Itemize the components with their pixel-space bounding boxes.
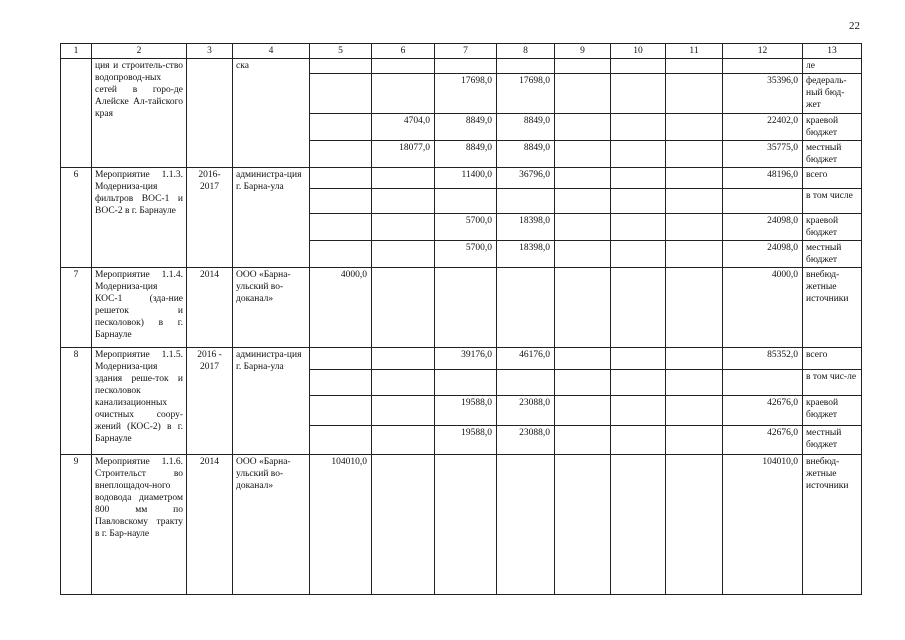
column-number: 2 [92,44,187,59]
cell-col6 [372,455,435,595]
cell-col10 [611,59,666,74]
funding-source: всего [803,348,862,370]
cell-col5 [310,348,372,370]
cell-col9 [555,114,611,141]
cell-col11 [666,168,723,189]
cell-col5 [310,214,372,241]
cell-col11 [666,370,723,396]
cell-col10 [611,168,666,189]
cell-col8: 18398,0 [497,241,555,268]
cell-col10 [611,396,666,426]
cell-col10 [611,370,666,396]
cell-col8 [497,59,555,74]
row-number: 7 [61,268,92,348]
cell-col7: 8849,0 [435,114,497,141]
column-number: 5 [310,44,372,59]
cell-col11 [666,59,723,74]
cell-col7: 39176,0 [435,348,497,370]
cell-col6 [372,348,435,370]
cell-col11 [666,426,723,455]
cell-col8: 18398,0 [497,214,555,241]
column-number: 6 [372,44,435,59]
cell-col9 [555,74,611,114]
cell-col10 [611,189,666,214]
funding-source: всего [803,168,862,189]
cell-col11 [666,348,723,370]
cell-col8: 46176,0 [497,348,555,370]
cell-col10 [611,114,666,141]
cell-col9 [555,370,611,396]
row-number: 6 [61,168,92,268]
cell-col9 [555,59,611,74]
funding-source: внебюд-жетные источники [803,455,862,595]
cell-col11 [666,189,723,214]
cell-col7: 5700,0 [435,241,497,268]
column-number: 8 [497,44,555,59]
cell-col5 [310,241,372,268]
cell-col9 [555,141,611,168]
executor: ска [233,59,310,168]
cell-col11 [666,114,723,141]
cell-col6 [372,268,435,348]
cell-col7 [435,268,497,348]
cell-col11 [666,396,723,426]
table-row [61,168,862,189]
cell-col7: 11400,0 [435,168,497,189]
cell-col5 [310,370,372,396]
cell-col11 [666,214,723,241]
cell-col12: 4000,0 [723,268,803,348]
cell-col7 [435,189,497,214]
funding-source: ле [803,59,862,74]
cell-col12 [723,189,803,214]
measure-name: Мероприятие 1.1.4. Модерниза-ция КОС-1 (зда-ние решеток и песколовок) в г. Барнауле [92,268,187,348]
cell-col5 [310,396,372,426]
cell-col8: 23088,0 [497,396,555,426]
executor: администра-ция г. Барна-ула [233,348,310,455]
row-number: 9 [61,455,92,595]
column-number: 9 [555,44,611,59]
cell-col12 [723,370,803,396]
cell-col9 [555,168,611,189]
table-row [61,455,862,595]
cell-col7: 5700,0 [435,214,497,241]
table-row [61,268,862,348]
cell-col8: 23088,0 [497,426,555,455]
cell-col7 [435,59,497,74]
cell-col5 [310,141,372,168]
cell-col11 [666,455,723,595]
cell-col8: 36796,0 [497,168,555,189]
cell-col12: 24098,0 [723,241,803,268]
cell-col5: 104010,0 [310,455,372,595]
cell-col6 [372,59,435,74]
cell-col10 [611,268,666,348]
cell-col6 [372,426,435,455]
cell-col12: 48196,0 [723,168,803,189]
funding-source: внебюд-жетные источники [803,268,862,348]
cell-col6 [372,74,435,114]
cell-col6 [372,189,435,214]
executor: ООО «Барна-ульский во-доканал» [233,455,310,595]
cell-col7: 19588,0 [435,426,497,455]
column-number: 1 [61,44,92,59]
cell-col8: 8849,0 [497,141,555,168]
funding-source: в том числе [803,189,862,214]
table-row [61,348,862,370]
cell-col12: 85352,0 [723,348,803,370]
cell-col10 [611,74,666,114]
cell-col10 [611,455,666,595]
cell-col12: 42676,0 [723,396,803,426]
column-number: 10 [611,44,666,59]
funding-source: местный бюджет [803,426,862,455]
row-number [61,59,92,168]
measure-name: Мероприятие 1.1.5. Модерниза-ция здания реше-ток и песколовок канализационных очистных соору-жений (КОС-2) в г. Барнауле [92,348,187,455]
cell-col12 [723,59,803,74]
cell-col5 [310,168,372,189]
cell-col11 [666,241,723,268]
cell-col8: 8849,0 [497,114,555,141]
cell-col7: 8849,0 [435,141,497,168]
funding-source: краевой бюджет [803,114,862,141]
cell-col9 [555,268,611,348]
cell-col12: 24098,0 [723,214,803,241]
cell-col9 [555,241,611,268]
cell-col9 [555,426,611,455]
cell-col6 [372,370,435,396]
cell-col11 [666,268,723,348]
funding-source: местный бюджет [803,141,862,168]
executor: администра-ция г. Барна-ула [233,168,310,268]
cell-col7 [435,455,497,595]
row-number: 8 [61,348,92,455]
column-number: 12 [723,44,803,59]
cell-col7: 17698,0 [435,74,497,114]
years: 2016 - 2017 [187,348,233,455]
column-number: 13 [803,44,862,59]
cell-col5 [310,114,372,141]
column-number: 4 [233,44,310,59]
cell-col6 [372,241,435,268]
cell-col10 [611,348,666,370]
cell-col6: 4704,0 [372,114,435,141]
page-number: 22 [849,20,860,32]
measure-name: ция и строитель-ство водопровод-ных сетей в горо-де Алейске Ал-тайского края [92,59,187,168]
cell-col11 [666,141,723,168]
cell-col12: 35775,0 [723,141,803,168]
cell-col8 [497,455,555,595]
budget-table [60,43,862,595]
funding-source: в том чис-ле [803,370,862,396]
funding-source: краевой бюджет [803,396,862,426]
cell-col5 [310,59,372,74]
cell-col9 [555,455,611,595]
column-number: 11 [666,44,723,59]
cell-col5 [310,189,372,214]
cell-col6 [372,214,435,241]
column-number: 7 [435,44,497,59]
cell-col5: 4000,0 [310,268,372,348]
cell-col12: 104010,0 [723,455,803,595]
cell-col10 [611,241,666,268]
cell-col9 [555,214,611,241]
cell-col7: 19588,0 [435,396,497,426]
cell-col8 [497,268,555,348]
cell-col12: 35396,0 [723,74,803,114]
years [187,59,233,168]
cell-col8: 17698,0 [497,74,555,114]
cell-col12: 42676,0 [723,426,803,455]
cell-col6 [372,396,435,426]
cell-col7 [435,370,497,396]
cell-col11 [666,74,723,114]
years: 2016-2017 [187,168,233,268]
funding-source: местный бюджет [803,241,862,268]
years: 2014 [187,455,233,595]
measure-name: Мероприятие 1.1.3. Модерниза-ция фильтров ВОС-1 и ВОС-2 в г. Барнауле [92,168,187,268]
cell-col8 [497,189,555,214]
measure-name: Мероприятие 1.1.6. Строительст во внеплощадоч-ного водовода диаметром 800 мм по Павловскому тракту в г. Бар-науле [92,455,187,595]
cell-col12: 22402,0 [723,114,803,141]
table-row [61,59,862,74]
executor: ООО «Барна-ульский во-доканал» [233,268,310,348]
cell-col10 [611,214,666,241]
cell-col6: 18077,0 [372,141,435,168]
funding-source: федераль-ный бюд-жет [803,74,862,114]
column-number-row [61,44,862,59]
cell-col9 [555,189,611,214]
cell-col10 [611,141,666,168]
cell-col6 [372,168,435,189]
cell-col9 [555,348,611,370]
column-number: 3 [187,44,233,59]
cell-col9 [555,396,611,426]
cell-col8 [497,370,555,396]
years: 2014 [187,268,233,348]
funding-source: краевой бюджет [803,214,862,241]
cell-col5 [310,74,372,114]
cell-col10 [611,426,666,455]
cell-col5 [310,426,372,455]
